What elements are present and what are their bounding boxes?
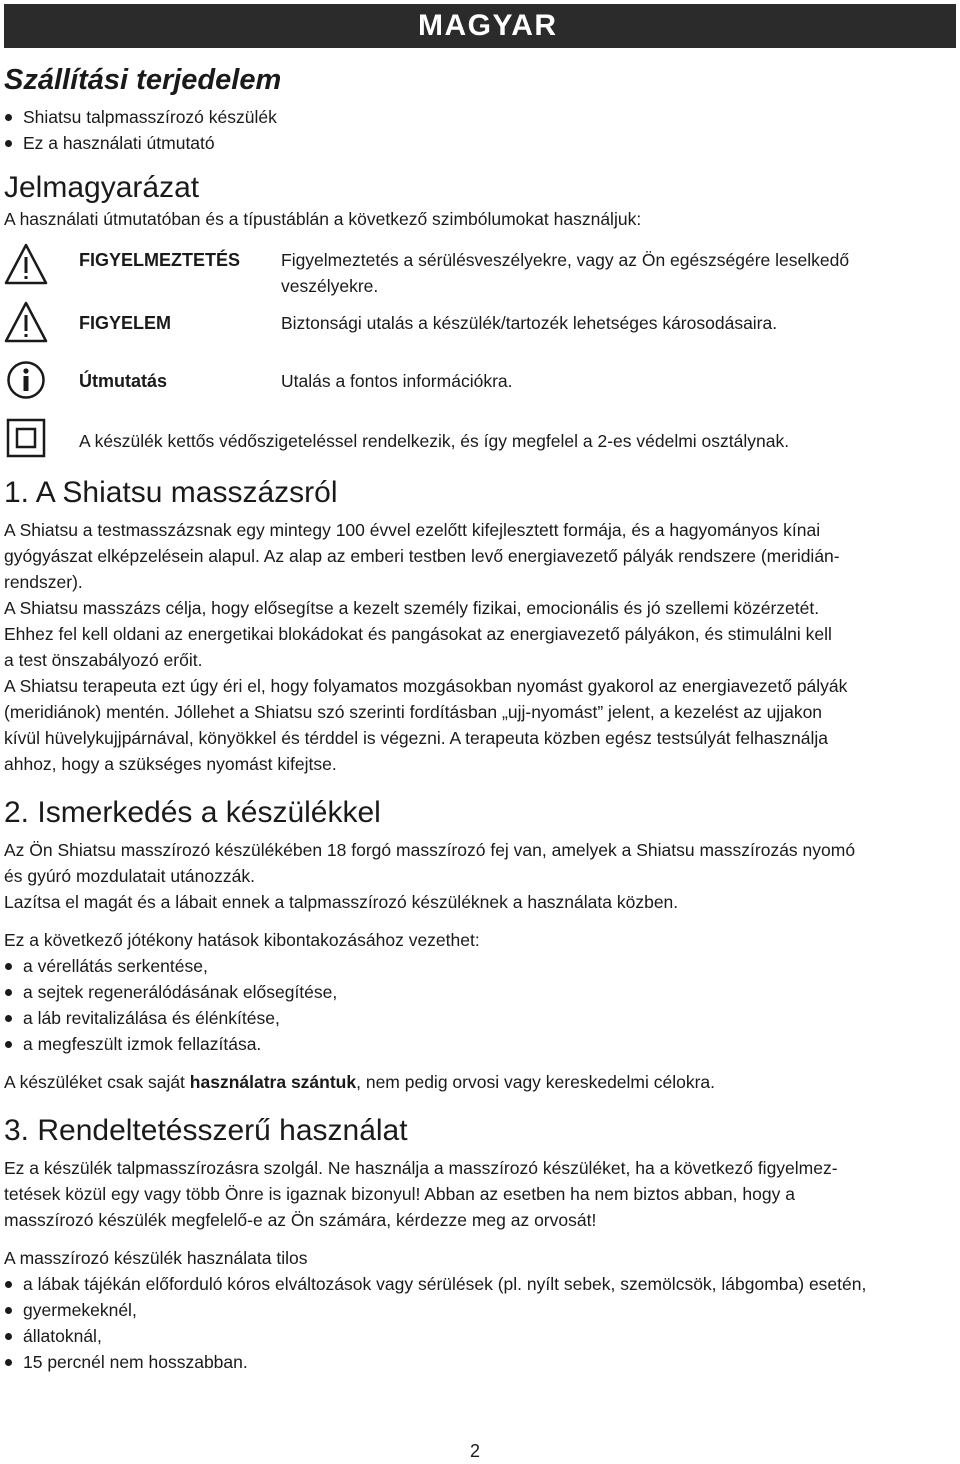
warning-triangle-icon [4, 243, 48, 285]
legend-intro: A használati útmutatóban és a típustáblán a következő szimbólumokat használjuk: [4, 209, 642, 229]
list-item: állatoknál, [4, 1323, 958, 1349]
section-1-line: a test önszabályozó erőit. [4, 650, 203, 670]
section-1-line: ahhoz, hogy a szükséges nyomást kifejtse. [4, 754, 337, 774]
list-item: Shiatsu talpmasszírozó készülék [4, 104, 958, 130]
usage-note-bold: használatra szántuk [189, 1072, 357, 1092]
benefits-intro: Ez a következő jótékony hatások kibontakozásához vezethet: [4, 930, 480, 950]
section-1-line: rendszer). [4, 572, 83, 592]
section-2-line: Lazítsa el magát és a lábait ennek a talpmasszírozó készüléknek a használata közben. [4, 892, 679, 912]
section-3-line: Ez a készülék talpmasszírozásra szolgál. Ne használja a masszírozó készüléket, ha a következő figyelmez- [4, 1158, 838, 1178]
section-1-line: Ehhez fel kell oldani az energetikai blokádokat és pangásokat az energiavezető pályákon, és stimulálni kell [4, 624, 832, 644]
section-2-heading: 2. Ismerkedés a készülékkel [4, 796, 381, 829]
usage-note [4, 1069, 958, 1095]
symbol-row-warning [4, 247, 958, 313]
delivery-list [4, 104, 958, 156]
language-header-bar [4, 4, 956, 48]
list-item: a vérellátás serkentése, [4, 953, 958, 979]
section-1-line: A Shiatsu a testmasszázsnak egy mintegy 100 évvel ezelőtt kifejlesztett formája, és a hagyományos kínai [4, 520, 821, 540]
section-1-line: gyógyászat elképzelésein alapul. Az alap az emberi testben levő energiavezető pályák rendszere (meridián- [4, 546, 840, 566]
benefits-list [4, 953, 958, 1057]
list-item: a láb revitalizálása és élénkítése, [4, 1005, 958, 1031]
symbol-row-double-insulation [4, 431, 958, 475]
symbol-term: FIGYELMEZTETÉS [79, 250, 241, 270]
section-2-line: Az Ön Shiatsu masszírozó készülékében 18 forgó masszírozó fej van, amelyek a Shiatsu masszírozás nyomó [4, 840, 856, 860]
symbol-term: FIGYELEM [79, 313, 172, 333]
list-item: a sejtek regenerálódásának elősegítése, [4, 979, 958, 1005]
section-1-line: A Shiatsu terapeuta ezt úgy éri el, hogy folyamatos mozgásokban nyomást gyakorol az energiavezető pályák [4, 676, 848, 696]
list-item: a megfeszült izmok fellazítása. [4, 1031, 958, 1057]
page-number: 2 [470, 1441, 481, 1461]
document-body [4, 62, 958, 1375]
section-1-heading: 1. A Shiatsu masszázsról [4, 476, 338, 509]
warning-triangle-icon [4, 301, 48, 343]
double-insulation-icon [6, 418, 46, 458]
symbol-description: A készülék kettős védőszigeteléssel rendelkezik, és így megfelel a 2-es védelmi osztálynak. [79, 431, 790, 451]
usage-note-post: , nem pedig orvosi vagy kereskedelmi célokra. [356, 1072, 716, 1092]
symbol-description: Biztonsági utalás a készülék/tartozék lehetséges károsodásaira. [281, 313, 778, 333]
symbol-description: Figyelmeztetés a sérülésveszélyekre, vagy az Ön egészségére leselkedő [281, 250, 850, 270]
list-item: a lábak tájékán előforduló kóros elváltozások vagy sérülések (pl. nyílt sebek, szemölcsök, lábgomba) esetén, [4, 1271, 958, 1297]
list-item: 15 percnél nem hosszabban. [4, 1349, 958, 1375]
usage-note-pre: A készüléket csak saját [4, 1072, 190, 1092]
symbol-row-info [4, 371, 958, 431]
section-1-line: (meridiánok) mentén. Jóllehet a Shiatsu szó szerinti fordításban „ujj-nyomást” jelent, a kezelést az ujjakon [4, 702, 823, 722]
symbol-description: Utalás a fontos információkra. [281, 371, 513, 391]
language-label: MAGYAR [418, 9, 558, 42]
section-2-line: és gyúró mozdulatait utánozzák. [4, 866, 255, 886]
section-3-line: tetések közül egy vagy több Önre is igaznak bizonyul! Abban az esetben ha nem biztos abban, hogy a [4, 1184, 795, 1204]
symbol-row-caution [4, 313, 958, 371]
symbol-description-cont: veszélyekre. [281, 276, 379, 296]
prohibited-intro: A masszírozó készülék használata tilos [4, 1248, 308, 1268]
legend-heading: Jelmagyarázat [4, 171, 200, 204]
list-item: gyermekeknél, [4, 1297, 958, 1323]
info-icon [6, 360, 46, 400]
delivery-heading: Szállítási terjedelem [4, 64, 282, 96]
list-item: Ez a használati útmutató [4, 130, 958, 156]
section-3-line: masszírozó készülék megfelelő-e az Ön számára, kérdezze meg az orvosát! [4, 1210, 597, 1230]
section-1-line: kívül hüvelykujjpárnával, könyökkel és térddel is végezni. A terapeuta közben egész testsúlyát felhasználja [4, 728, 828, 748]
prohibited-list [4, 1271, 958, 1375]
section-1-line: A Shiatsu masszázs célja, hogy elősegítse a kezelt személy fizikai, emocionális és jó szellemi közérzetét. [4, 598, 820, 618]
symbol-term: Útmutatás [79, 371, 168, 391]
section-3-heading: 3. Rendeltetésszerű használat [4, 1114, 408, 1147]
